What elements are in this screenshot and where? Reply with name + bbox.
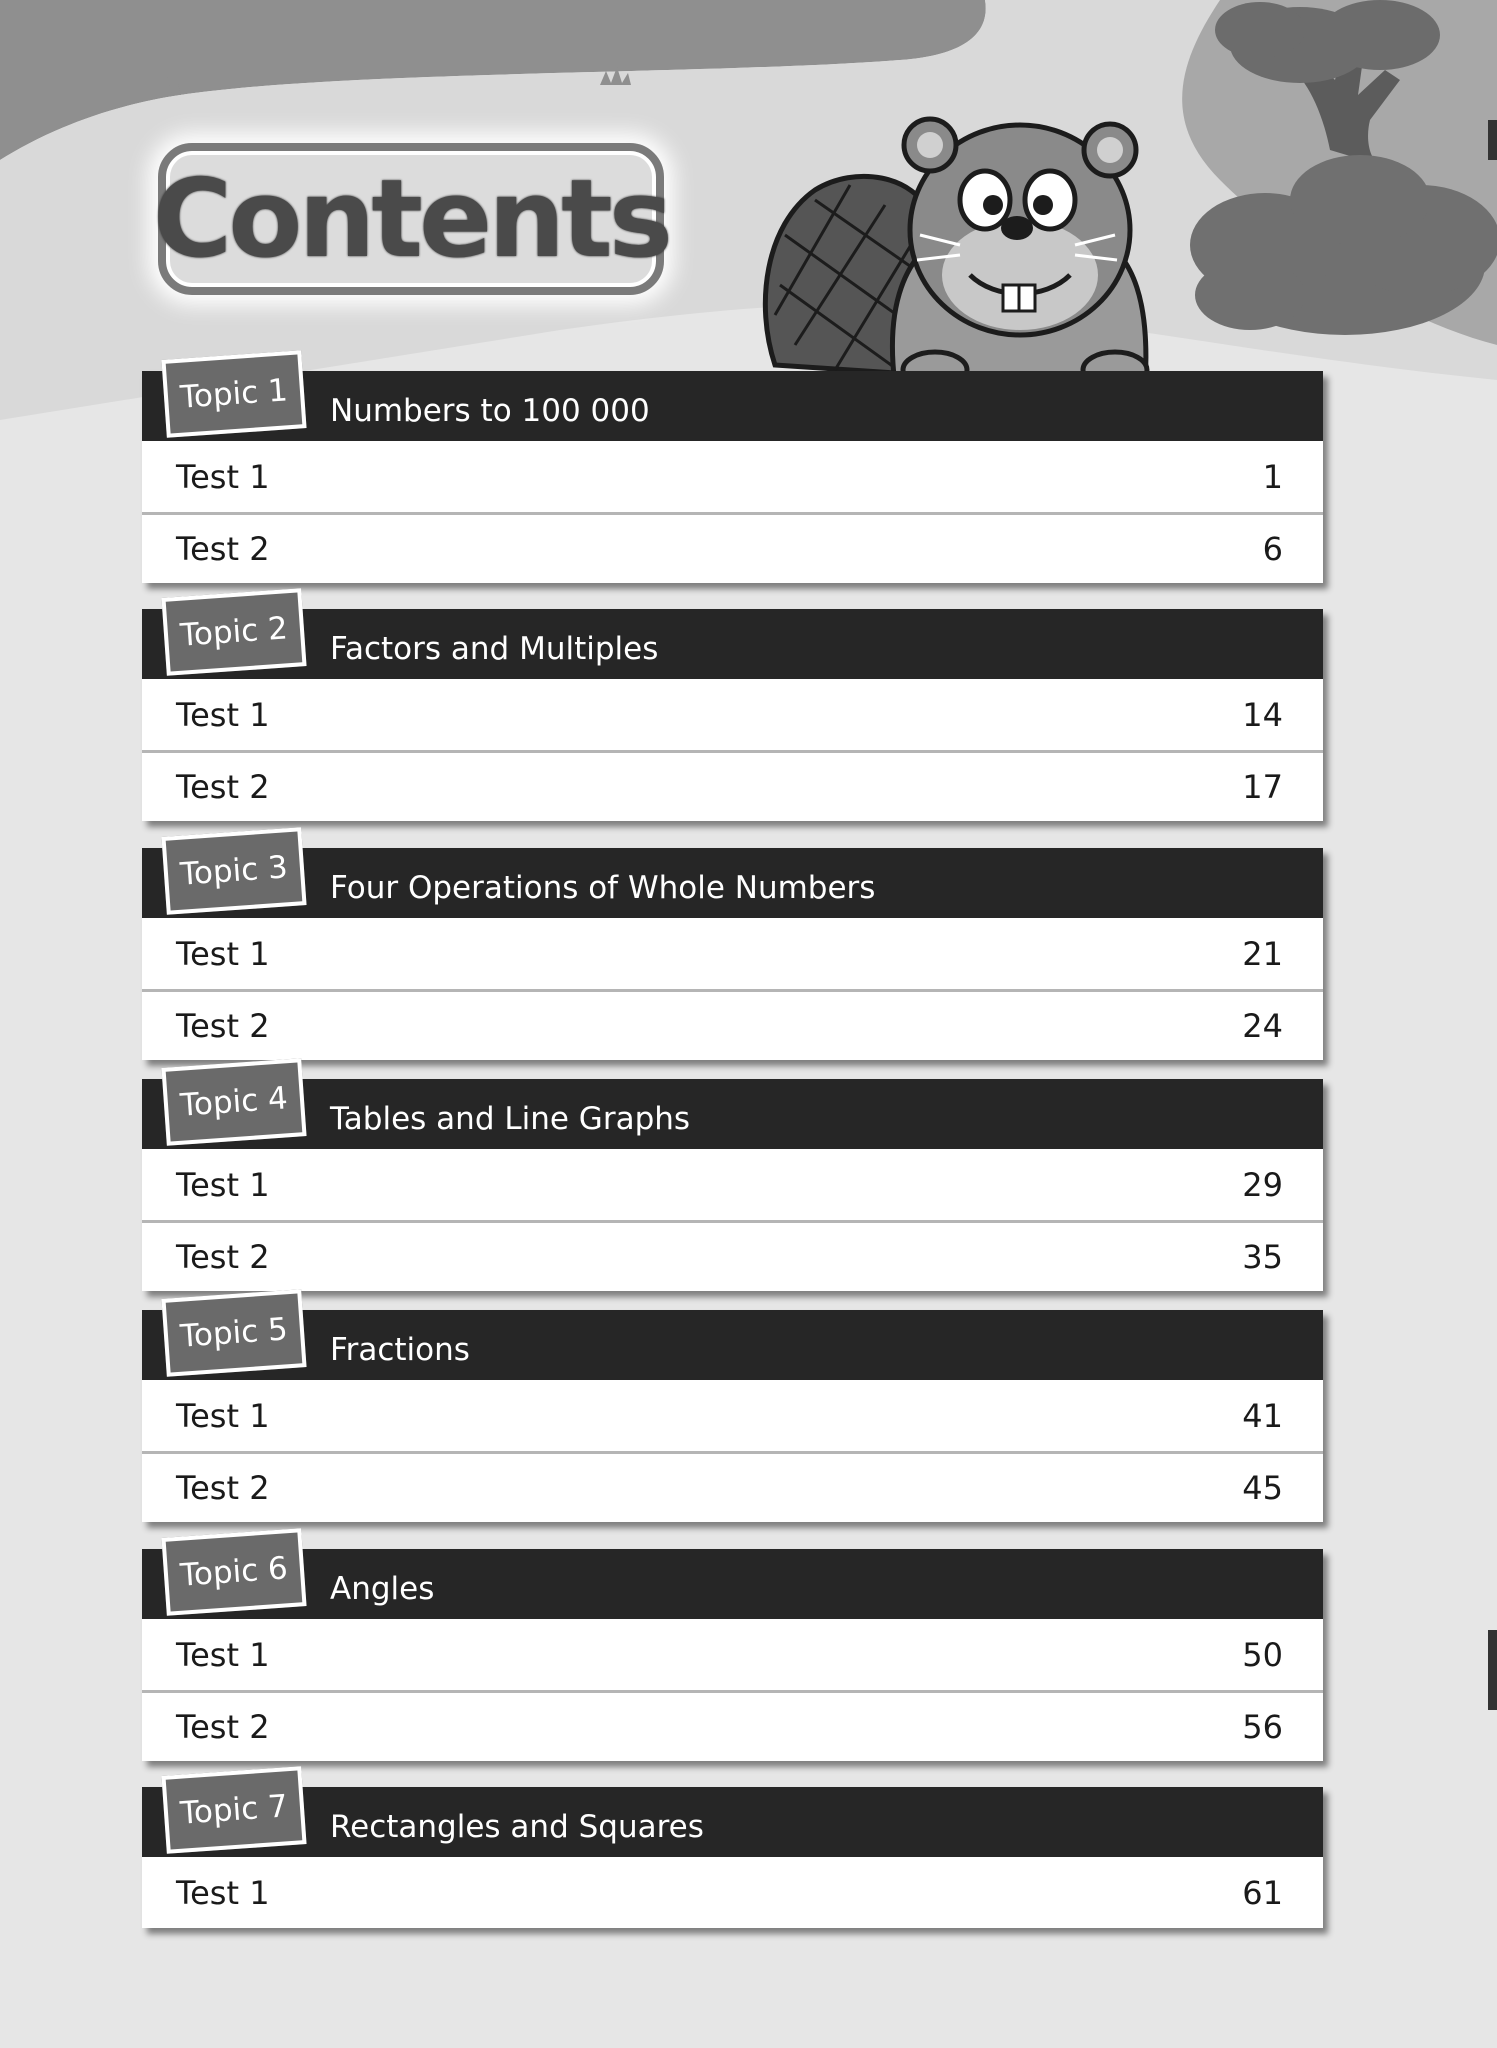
toc-entry[interactable] <box>142 1220 1323 1291</box>
topic-block <box>142 848 1323 1060</box>
topic-tab-label: Topic 2 <box>179 610 289 654</box>
toc-entry-page-number: 50 <box>1242 1635 1283 1674</box>
topic-title: Tables and Line Graphs <box>330 1101 691 1137</box>
toc-entry-page-number: 1 <box>1262 457 1283 496</box>
topic-header <box>142 1549 1323 1619</box>
toc-entry[interactable] <box>142 1690 1323 1761</box>
toc-entry-page-number: 56 <box>1242 1708 1283 1746</box>
page-title: Contents <box>153 156 670 282</box>
toc-entry-label: Test 2 <box>176 768 270 806</box>
toc-entry-page-number: 14 <box>1242 695 1283 734</box>
topic-tab-label: Topic 6 <box>179 1550 289 1594</box>
toc-entry[interactable] <box>142 1619 1323 1690</box>
toc-entry[interactable] <box>142 1857 1323 1928</box>
topic-tab <box>161 1058 306 1146</box>
topic-tab <box>161 350 306 438</box>
toc-entry-label: Test 1 <box>176 1635 270 1674</box>
topic-title: Fractions <box>330 1332 470 1368</box>
toc-entry[interactable] <box>142 1451 1323 1522</box>
toc-entry-label: Test 1 <box>176 457 270 496</box>
toc-entry-page-number: 6 <box>1262 530 1283 568</box>
topic-header <box>142 848 1323 918</box>
topic-block <box>142 371 1323 583</box>
topic-block <box>142 1787 1323 1928</box>
toc-entry-page-number: 17 <box>1242 768 1283 806</box>
topic-tab-label: Topic 1 <box>179 372 289 416</box>
toc-entry-label: Test 2 <box>176 1708 270 1746</box>
toc-entry-label: Test 2 <box>176 1469 270 1507</box>
toc-entry[interactable] <box>142 441 1323 512</box>
topic-title: Angles <box>330 1571 435 1607</box>
toc-entry-page-number: 41 <box>1242 1396 1283 1435</box>
topic-tab <box>161 1528 306 1616</box>
toc-entry-page-number: 61 <box>1242 1873 1283 1912</box>
topic-tab-label: Topic 7 <box>179 1788 289 1832</box>
toc-entry-label: Test 1 <box>176 695 270 734</box>
topic-block <box>142 1549 1323 1761</box>
toc-entry-label: Test 1 <box>176 934 270 973</box>
topic-tab <box>161 588 306 676</box>
toc-entry-page-number: 21 <box>1242 934 1283 973</box>
topic-block <box>142 1310 1323 1522</box>
topic-header <box>142 371 1323 441</box>
toc-entry-label: Test 1 <box>176 1873 270 1912</box>
toc-entry[interactable] <box>142 512 1323 583</box>
toc-entry-page-number: 35 <box>1242 1238 1283 1276</box>
topic-title: Numbers to 100 000 <box>330 393 650 429</box>
toc-entry[interactable] <box>142 679 1323 750</box>
toc-entry[interactable] <box>142 918 1323 989</box>
toc-entry-label: Test 2 <box>176 530 270 568</box>
topic-tab-label: Topic 3 <box>179 849 289 893</box>
topic-block <box>142 1079 1323 1291</box>
toc-entry[interactable] <box>142 750 1323 821</box>
toc-entry-label: Test 2 <box>176 1238 270 1276</box>
toc-entry-label: Test 2 <box>176 1007 270 1045</box>
topic-title: Four Operations of Whole Numbers <box>330 870 876 906</box>
topic-header <box>142 609 1323 679</box>
topic-tab <box>161 827 306 915</box>
toc-entry[interactable] <box>142 1380 1323 1451</box>
toc-entry-page-number: 45 <box>1242 1469 1283 1507</box>
toc-entry-label: Test 1 <box>176 1165 270 1204</box>
toc-entry-page-number: 29 <box>1242 1165 1283 1204</box>
topic-tab-label: Topic 4 <box>179 1080 289 1124</box>
topic-title: Rectangles and Squares <box>330 1809 704 1845</box>
topic-title: Factors and Multiples <box>330 631 659 667</box>
toc-entry[interactable] <box>142 989 1323 1060</box>
topic-header <box>142 1079 1323 1149</box>
topic-header <box>142 1310 1323 1380</box>
toc-entry-label: Test 1 <box>176 1396 270 1435</box>
topic-tab <box>161 1766 306 1854</box>
topic-tab <box>161 1289 306 1377</box>
toc-entry-page-number: 24 <box>1242 1007 1283 1045</box>
topic-header <box>142 1787 1323 1857</box>
topic-tab-label: Topic 5 <box>179 1311 289 1355</box>
toc-entry[interactable] <box>142 1149 1323 1220</box>
topic-block <box>142 609 1323 821</box>
